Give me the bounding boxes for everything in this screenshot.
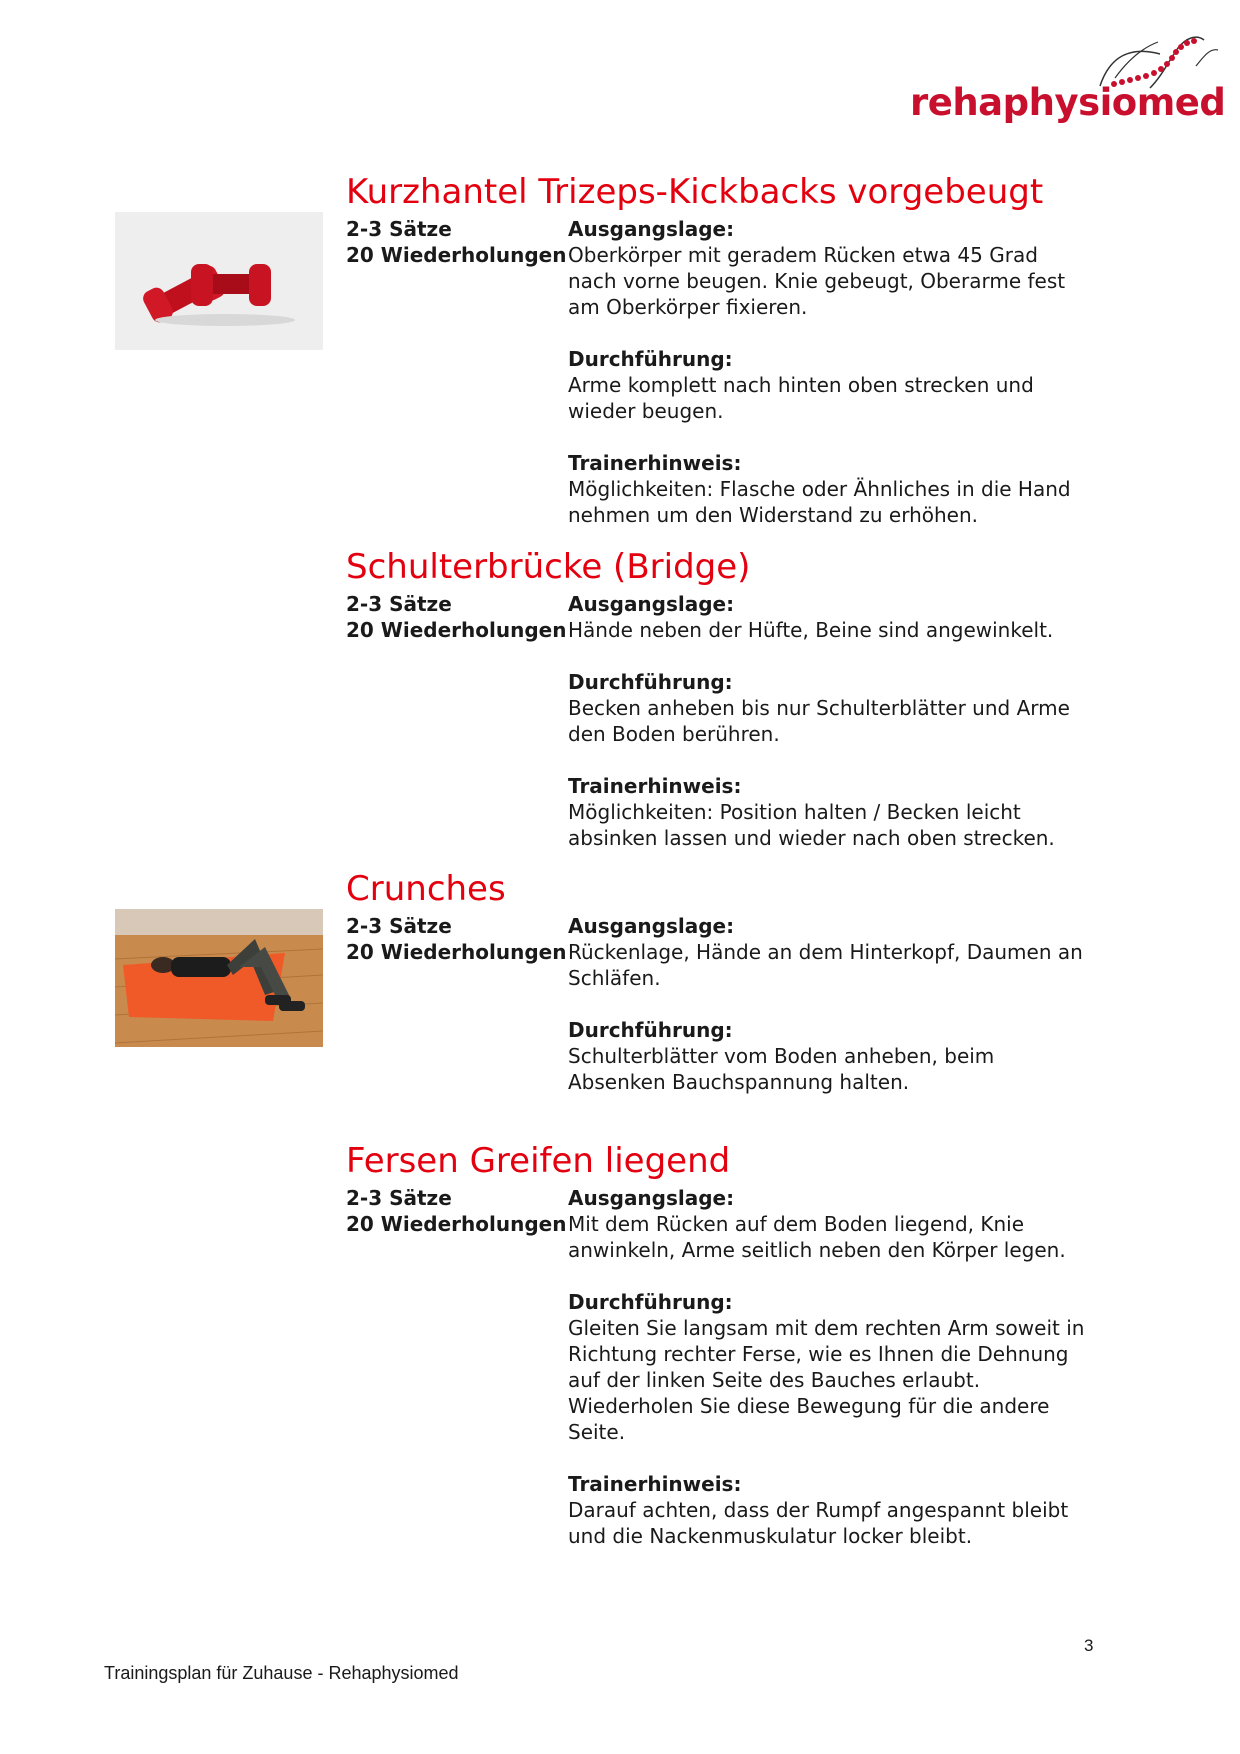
sets: 2-3 Sätze: [346, 217, 452, 241]
exercise-description: [568, 591, 1128, 851]
text-line: und die Nackenmuskulatur locker bleibt.: [568, 1524, 973, 1548]
text-line: Schläfen.: [568, 966, 661, 990]
repetitions: 20 Wiederholungen: [346, 618, 567, 642]
logo-text: rehaphysiomed: [910, 81, 1226, 124]
exercise-meta: [346, 1185, 566, 1237]
text-line: Oberkörper mit geradem Rücken etwa 45 Grad: [568, 243, 1038, 267]
brand-logo: [900, 26, 1226, 138]
text-line: auf der linken Seite des Bauches erlaubt.: [568, 1368, 981, 1392]
exercise-meta: [346, 216, 566, 268]
exec-heading: Durchführung:: [568, 670, 733, 694]
sets: 2-3 Sätze: [346, 592, 452, 616]
text-line: Wiederholen Sie diese Bewegung für die andere: [568, 1394, 1050, 1418]
start-heading: Ausgangslage:: [568, 592, 735, 616]
hint-heading: Trainerhinweis:: [568, 451, 742, 475]
exercise-title: Fersen Greifen liegend: [346, 1141, 731, 1181]
text-line: wieder beugen.: [568, 399, 724, 423]
text-line: anwinkeln, Arme seitlich neben den Körper legen.: [568, 1238, 1066, 1262]
text-line: Schulterblätter vom Boden anheben, beim: [568, 1044, 995, 1068]
exercise-title: Crunches: [346, 869, 506, 909]
exercise-description: [568, 1185, 1128, 1549]
exec-heading: Durchführung:: [568, 1290, 733, 1314]
text-line: am Oberkörper fixieren.: [568, 295, 808, 319]
text-line: Richtung rechter Ferse, wie es Ihnen die Dehnung: [568, 1342, 1069, 1366]
repetitions: 20 Wiederholungen: [346, 243, 567, 267]
exec-heading: Durchführung:: [568, 347, 733, 371]
exec-heading: Durchführung:: [568, 1018, 733, 1042]
text-line: nehmen um den Widerstand zu erhöhen.: [568, 503, 979, 527]
repetitions: 20 Wiederholungen: [346, 1212, 567, 1236]
exercise-meta: [346, 913, 566, 965]
crunches-image: [115, 909, 323, 1047]
exercise-title: Kurzhantel Trizeps-Kickbacks vorgebeugt: [346, 172, 1044, 212]
text-line: den Boden berühren.: [568, 722, 780, 746]
repetitions: 20 Wiederholungen: [346, 940, 567, 964]
start-heading: Ausgangslage:: [568, 1186, 735, 1210]
page-number: 3: [1084, 1636, 1094, 1655]
text-line: Möglichkeiten: Position halten / Becken leicht: [568, 800, 1021, 824]
start-heading: Ausgangslage:: [568, 217, 735, 241]
exercise-description: [568, 216, 1128, 528]
exercise-meta: [346, 591, 566, 643]
exercise-title: Schulterbrücke (Bridge): [346, 547, 751, 587]
text-line: Absenken Bauchspannung halten.: [568, 1070, 910, 1094]
text-line: Möglichkeiten: Flasche oder Ähnliches in die Hand: [568, 477, 1071, 501]
text-line: Hände neben der Hüfte, Beine sind angewinkelt.: [568, 618, 1054, 642]
text-line: Arme komplett nach hinten oben strecken und: [568, 373, 1034, 397]
sets: 2-3 Sätze: [346, 914, 452, 938]
text-line: Mit dem Rücken auf dem Boden liegend, Knie: [568, 1212, 1025, 1236]
text-line: Darauf achten, dass der Rumpf angespannt bleibt: [568, 1498, 1069, 1522]
hint-heading: Trainerhinweis:: [568, 774, 742, 798]
text-line: absinken lassen und wieder nach oben strecken.: [568, 826, 1055, 850]
text-line: nach vorne beugen. Knie gebeugt, Oberarme fest: [568, 269, 1066, 293]
sets: 2-3 Sätze: [346, 1186, 452, 1210]
page-footer: Trainingsplan für Zuhause - Rehaphysiomed: [104, 1663, 459, 1683]
start-heading: Ausgangslage:: [568, 914, 735, 938]
text-line: Seite.: [568, 1420, 626, 1444]
dumbbell-image: [115, 212, 323, 350]
text-line: Gleiten Sie langsam mit dem rechten Arm soweit in: [568, 1316, 1085, 1340]
text-line: Rückenlage, Hände an dem Hinterkopf, Daumen an: [568, 940, 1083, 964]
hint-heading: Trainerhinweis:: [568, 1472, 742, 1496]
text-line: Becken anheben bis nur Schulterblätter und Arme: [568, 696, 1070, 720]
exercise-description: [568, 913, 1128, 1095]
